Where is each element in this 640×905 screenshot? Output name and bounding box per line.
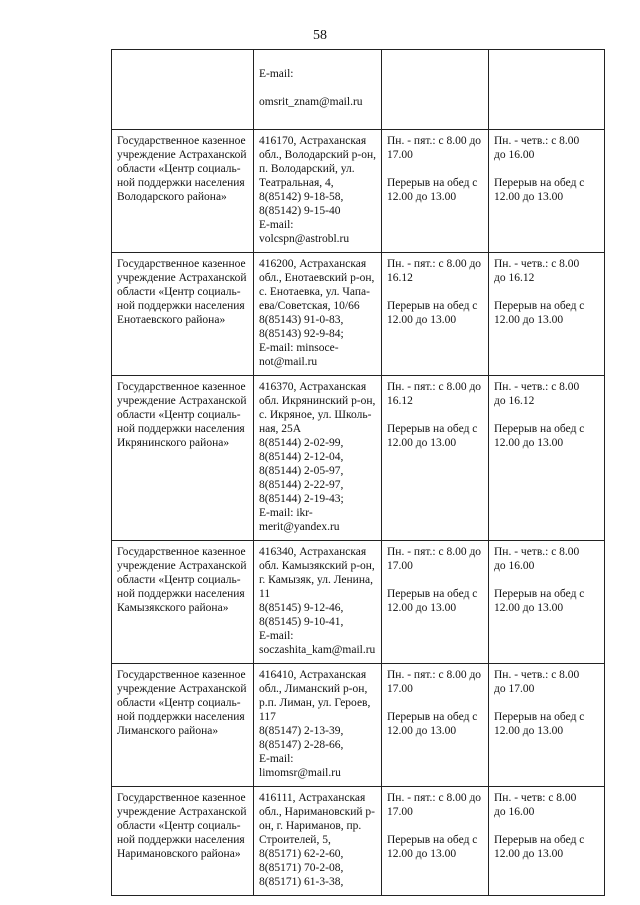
- cell-hours-weekdays: [382, 130, 489, 253]
- lunch-break-line: 12.00 до 13.00: [494, 314, 564, 326]
- institution-name-line: ной поддержки населения: [117, 177, 245, 189]
- contact-line: Театральная, 4,: [259, 177, 334, 189]
- institution-name-line: Володарского района»: [117, 191, 227, 203]
- institution-name-line: ной поддержки населения: [117, 711, 245, 723]
- cell-spacer: [387, 819, 485, 833]
- cell-hours-weekdays: [382, 787, 489, 896]
- contact-line: 416200, Астраханская: [259, 258, 367, 270]
- contact-line: 11: [259, 588, 271, 600]
- work-hours-line: Пн. - пят.: с 8.00 до: [387, 669, 482, 681]
- contact-line: volcspn@astrobl.ru: [259, 233, 350, 245]
- table-row: [112, 664, 605, 787]
- contact-line: 8(85145) 9-12-46,: [259, 602, 344, 614]
- contact-line: 8(85143) 92-9-84;: [259, 328, 344, 340]
- cell-contacts: [254, 664, 382, 787]
- contact-line: обл., Енотаевский р-он,: [259, 272, 375, 284]
- work-hours-line: 16.12: [387, 395, 413, 407]
- lunch-break-line: 12.00 до 13.00: [387, 848, 457, 860]
- cell-hours-weekdays: [382, 664, 489, 787]
- institution-name-line: учреждение Астраханской: [117, 806, 247, 818]
- table-row: [112, 253, 605, 376]
- work-hours-line: Пн. - четв.: с 8.00: [494, 258, 580, 270]
- institution-name-line: области «Центр социаль-: [117, 409, 241, 421]
- contact-line: merit@yandex.ru: [259, 521, 340, 533]
- work-hours-line: до 16.00: [494, 149, 535, 161]
- contact-line: limomsr@mail.ru: [259, 767, 341, 779]
- cell-contacts: [254, 130, 382, 253]
- cell-hours-short: [489, 253, 605, 376]
- lunch-break-line: Перерыв на обед с: [387, 711, 478, 723]
- cell-spacer: [494, 573, 601, 587]
- contact-line: он, г. Нариманов, пр.: [259, 820, 362, 832]
- cell-hours-short: [489, 130, 605, 253]
- institution-name-line: учреждение Астраханской: [117, 395, 247, 407]
- cell-hours-weekdays: [382, 253, 489, 376]
- cell-hours-short: [489, 787, 605, 896]
- work-hours-line: до 16.12: [494, 272, 535, 284]
- institution-name-line: учреждение Астраханской: [117, 272, 247, 284]
- cell-hours-short: [489, 664, 605, 787]
- institution-name-line: учреждение Астраханской: [117, 149, 247, 161]
- work-hours-line: 17.00: [387, 560, 413, 572]
- institution-name-line: ной поддержки населения: [117, 423, 245, 435]
- contact-line: E-mail:: [259, 219, 294, 231]
- lunch-break-line: 12.00 до 13.00: [494, 725, 564, 737]
- contact-line: г. Камызяк, ул. Ленина,: [259, 574, 373, 586]
- cell-spacer: [387, 162, 485, 176]
- institution-name-line: области «Центр социаль-: [117, 820, 241, 832]
- cell-contacts: [254, 50, 382, 130]
- institution-name-line: области «Центр социаль-: [117, 163, 241, 175]
- lunch-break-line: Перерыв на обед с: [494, 423, 585, 435]
- contact-line: обл., Лиманский р-он,: [259, 683, 368, 695]
- institution-name-line: Лиманского района»: [117, 725, 219, 737]
- email-value: omsrit_znam@mail.ru: [259, 96, 363, 108]
- work-hours-line: 16.12: [387, 272, 413, 284]
- institution-name-line: Икрянинского района»: [117, 437, 230, 449]
- institution-name-line: области «Центр социаль-: [117, 286, 241, 298]
- cell-name: [112, 130, 254, 253]
- table-row: [112, 130, 605, 253]
- lunch-break-line: Перерыв на обед с: [494, 177, 585, 189]
- contact-line: E-mail: minsoce-: [259, 342, 339, 354]
- contact-line: Строителей, 5,: [259, 834, 331, 846]
- lunch-break-line: Перерыв на обед с: [387, 300, 478, 312]
- contact-line: 8(85147) 2-28-66,: [259, 739, 344, 751]
- table-body: [112, 50, 605, 896]
- contact-line: ева/Советская, 10/66: [259, 300, 360, 312]
- cell-hours-short: [489, 541, 605, 664]
- institution-name-line: Государственное казенное: [117, 546, 246, 558]
- cell-name: [112, 664, 254, 787]
- contact-line: обл. Икрянинский р-он,: [259, 395, 376, 407]
- cell-hours-weekdays: [382, 50, 489, 130]
- institution-name-line: ной поддержки населения: [117, 300, 245, 312]
- work-hours-line: Пн. - четв.: с 8.00: [494, 546, 580, 558]
- contact-line: 8(85142) 9-15-40: [259, 205, 341, 217]
- contact-line: 8(85144) 2-19-43;: [259, 493, 344, 505]
- work-hours-line: Пн. - четв.: с 8.00: [494, 135, 580, 147]
- institution-name-line: Государственное казенное: [117, 669, 246, 681]
- contact-line: 416410, Астраханская: [259, 669, 367, 681]
- cell-contacts: [254, 376, 382, 541]
- lunch-break-line: 12.00 до 13.00: [494, 437, 564, 449]
- work-hours-line: до 16.12: [494, 395, 535, 407]
- institution-name-line: ной поддержки населения: [117, 588, 245, 600]
- lunch-break-line: 12.00 до 13.00: [387, 602, 457, 614]
- contact-line: обл., Володарский р-он,: [259, 149, 377, 161]
- contact-line: 8(85171) 61-3-38,: [259, 876, 344, 888]
- cell-contacts: [254, 787, 382, 896]
- institution-name-line: области «Центр социаль-: [117, 697, 241, 709]
- contact-line: 8(85142) 9-18-58,: [259, 191, 344, 203]
- contact-line: 8(85143) 91-0-83,: [259, 314, 344, 326]
- work-hours-line: до 17.00: [494, 683, 535, 695]
- lunch-break-line: Перерыв на обед с: [494, 834, 585, 846]
- contact-line: 416111, Астраханская: [259, 792, 366, 804]
- table-row: [112, 787, 605, 896]
- cell-name: [112, 50, 254, 130]
- cell-spacer: [494, 285, 601, 299]
- table-row: [112, 376, 605, 541]
- institution-name-line: Камызякского района»: [117, 602, 229, 614]
- contact-line: с. Енотаевка, ул. Чапа-: [259, 286, 370, 298]
- cell-name: [112, 253, 254, 376]
- lunch-break-line: Перерыв на обед с: [387, 834, 478, 846]
- work-hours-line: Пн. - четв.: с 8.00: [494, 669, 580, 681]
- institution-name-line: области «Центр социаль-: [117, 574, 241, 586]
- contact-line: 8(85144) 2-05-97,: [259, 465, 344, 477]
- cell-spacer: [387, 408, 485, 422]
- lunch-break-line: 12.00 до 13.00: [387, 314, 457, 326]
- institution-name-line: учреждение Астраханской: [117, 560, 247, 572]
- contact-line: 416170, Астраханская: [259, 135, 367, 147]
- cell-hours-short: [489, 376, 605, 541]
- contact-line: E-mail:: [259, 630, 294, 642]
- institution-name-line: Енотаевского района»: [117, 314, 226, 326]
- institutions-table: [111, 49, 605, 896]
- contact-line: E-mail: ikr-: [259, 507, 313, 519]
- lunch-break-line: Перерыв на обед с: [387, 588, 478, 600]
- institution-name-line: учреждение Астраханской: [117, 683, 247, 695]
- table-row: [112, 541, 605, 664]
- contact-line: обл., Наримановский р-: [259, 806, 376, 818]
- work-hours-line: 17.00: [387, 149, 413, 161]
- cell-spacer: [494, 696, 601, 710]
- cell-hours-short: [489, 50, 605, 130]
- lunch-break-line: Перерыв на обед с: [494, 588, 585, 600]
- contact-line: 8(85144) 2-22-97,: [259, 479, 344, 491]
- contact-line: soczashita_kam@mail.ru: [259, 644, 376, 656]
- lunch-break-line: 12.00 до 13.00: [387, 191, 457, 203]
- lunch-break-line: 12.00 до 13.00: [387, 437, 457, 449]
- work-hours-line: Пн. - пят.: с 8.00 до: [387, 258, 482, 270]
- contact-line: обл. Камызякский р-он,: [259, 560, 375, 572]
- cell-spacer: [387, 696, 485, 710]
- institution-name-line: Государственное казенное: [117, 792, 246, 804]
- contact-line: 416340, Астраханская: [259, 546, 367, 558]
- cell-spacer: [387, 573, 485, 587]
- contact-line: 8(85171) 70-2-08,: [259, 862, 344, 874]
- contact-line: ная, 25А: [259, 423, 302, 435]
- contact-line: not@mail.ru: [259, 356, 318, 368]
- lunch-break-line: Перерыв на обед с: [494, 711, 585, 723]
- institution-name-line: Государственное казенное: [117, 258, 246, 270]
- cell-spacer: [494, 162, 601, 176]
- institution-name-line: Государственное казенное: [117, 135, 246, 147]
- work-hours-line: Пн. - четв: с 8.00: [494, 792, 577, 804]
- cell-contacts: [254, 541, 382, 664]
- work-hours-line: Пн. - пят.: с 8.00 до: [387, 792, 482, 804]
- cell-spacer: [494, 819, 601, 833]
- work-hours-line: 17.00: [387, 683, 413, 695]
- cell-name: [112, 376, 254, 541]
- contact-line: E-mail:: [259, 753, 294, 765]
- contact-line: р.п. Лиман, ул. Героев,: [259, 697, 371, 709]
- work-hours-line: Пн. - пят.: с 8.00 до: [387, 381, 482, 393]
- contact-line: 8(85145) 9-10-41,: [259, 616, 344, 628]
- email-label: E-mail:: [259, 68, 294, 80]
- lunch-break-line: Перерыв на обед с: [387, 177, 478, 189]
- cell-spacer: [494, 408, 601, 422]
- institution-name-line: ной поддержки населения: [117, 834, 245, 846]
- cell-name: [112, 541, 254, 664]
- contact-line: 117: [259, 711, 276, 723]
- page-number: 58: [313, 28, 327, 43]
- contact-line: 8(85147) 2-13-39,: [259, 725, 344, 737]
- cell-name: [112, 787, 254, 896]
- institution-name-line: Наримановского района»: [117, 848, 241, 860]
- table-row-continuation: [112, 50, 605, 130]
- lunch-break-line: Перерыв на обед с: [494, 300, 585, 312]
- work-hours-line: 17.00: [387, 806, 413, 818]
- contact-line: 8(85144) 2-12-04,: [259, 451, 344, 463]
- contact-line: п. Володарский, ул.: [259, 163, 355, 175]
- lunch-break-line: Перерыв на обед с: [387, 423, 478, 435]
- lunch-break-line: 12.00 до 13.00: [387, 725, 457, 737]
- work-hours-line: Пн. - пят.: с 8.00 до: [387, 135, 482, 147]
- cell-contacts: [254, 253, 382, 376]
- work-hours-line: до 16.00: [494, 560, 535, 572]
- contact-line: с. Икряное, ул. Школь-: [259, 409, 372, 421]
- contact-line: 8(85144) 2-02-99,: [259, 437, 344, 449]
- work-hours-line: Пн. - пят.: с 8.00 до: [387, 546, 482, 558]
- lunch-break-line: 12.00 до 13.00: [494, 848, 564, 860]
- lunch-break-line: 12.00 до 13.00: [494, 191, 564, 203]
- work-hours-line: до 16.00: [494, 806, 535, 818]
- lunch-break-line: 12.00 до 13.00: [494, 602, 564, 614]
- cell-spacer: [387, 285, 485, 299]
- contact-line: 416370, Астраханская: [259, 381, 367, 393]
- cell-hours-weekdays: [382, 541, 489, 664]
- work-hours-line: Пн. - четв.: с 8.00: [494, 381, 580, 393]
- institution-name-line: Государственное казенное: [117, 381, 246, 393]
- cell-hours-weekdays: [382, 376, 489, 541]
- contact-line: 8(85171) 62-2-60,: [259, 848, 344, 860]
